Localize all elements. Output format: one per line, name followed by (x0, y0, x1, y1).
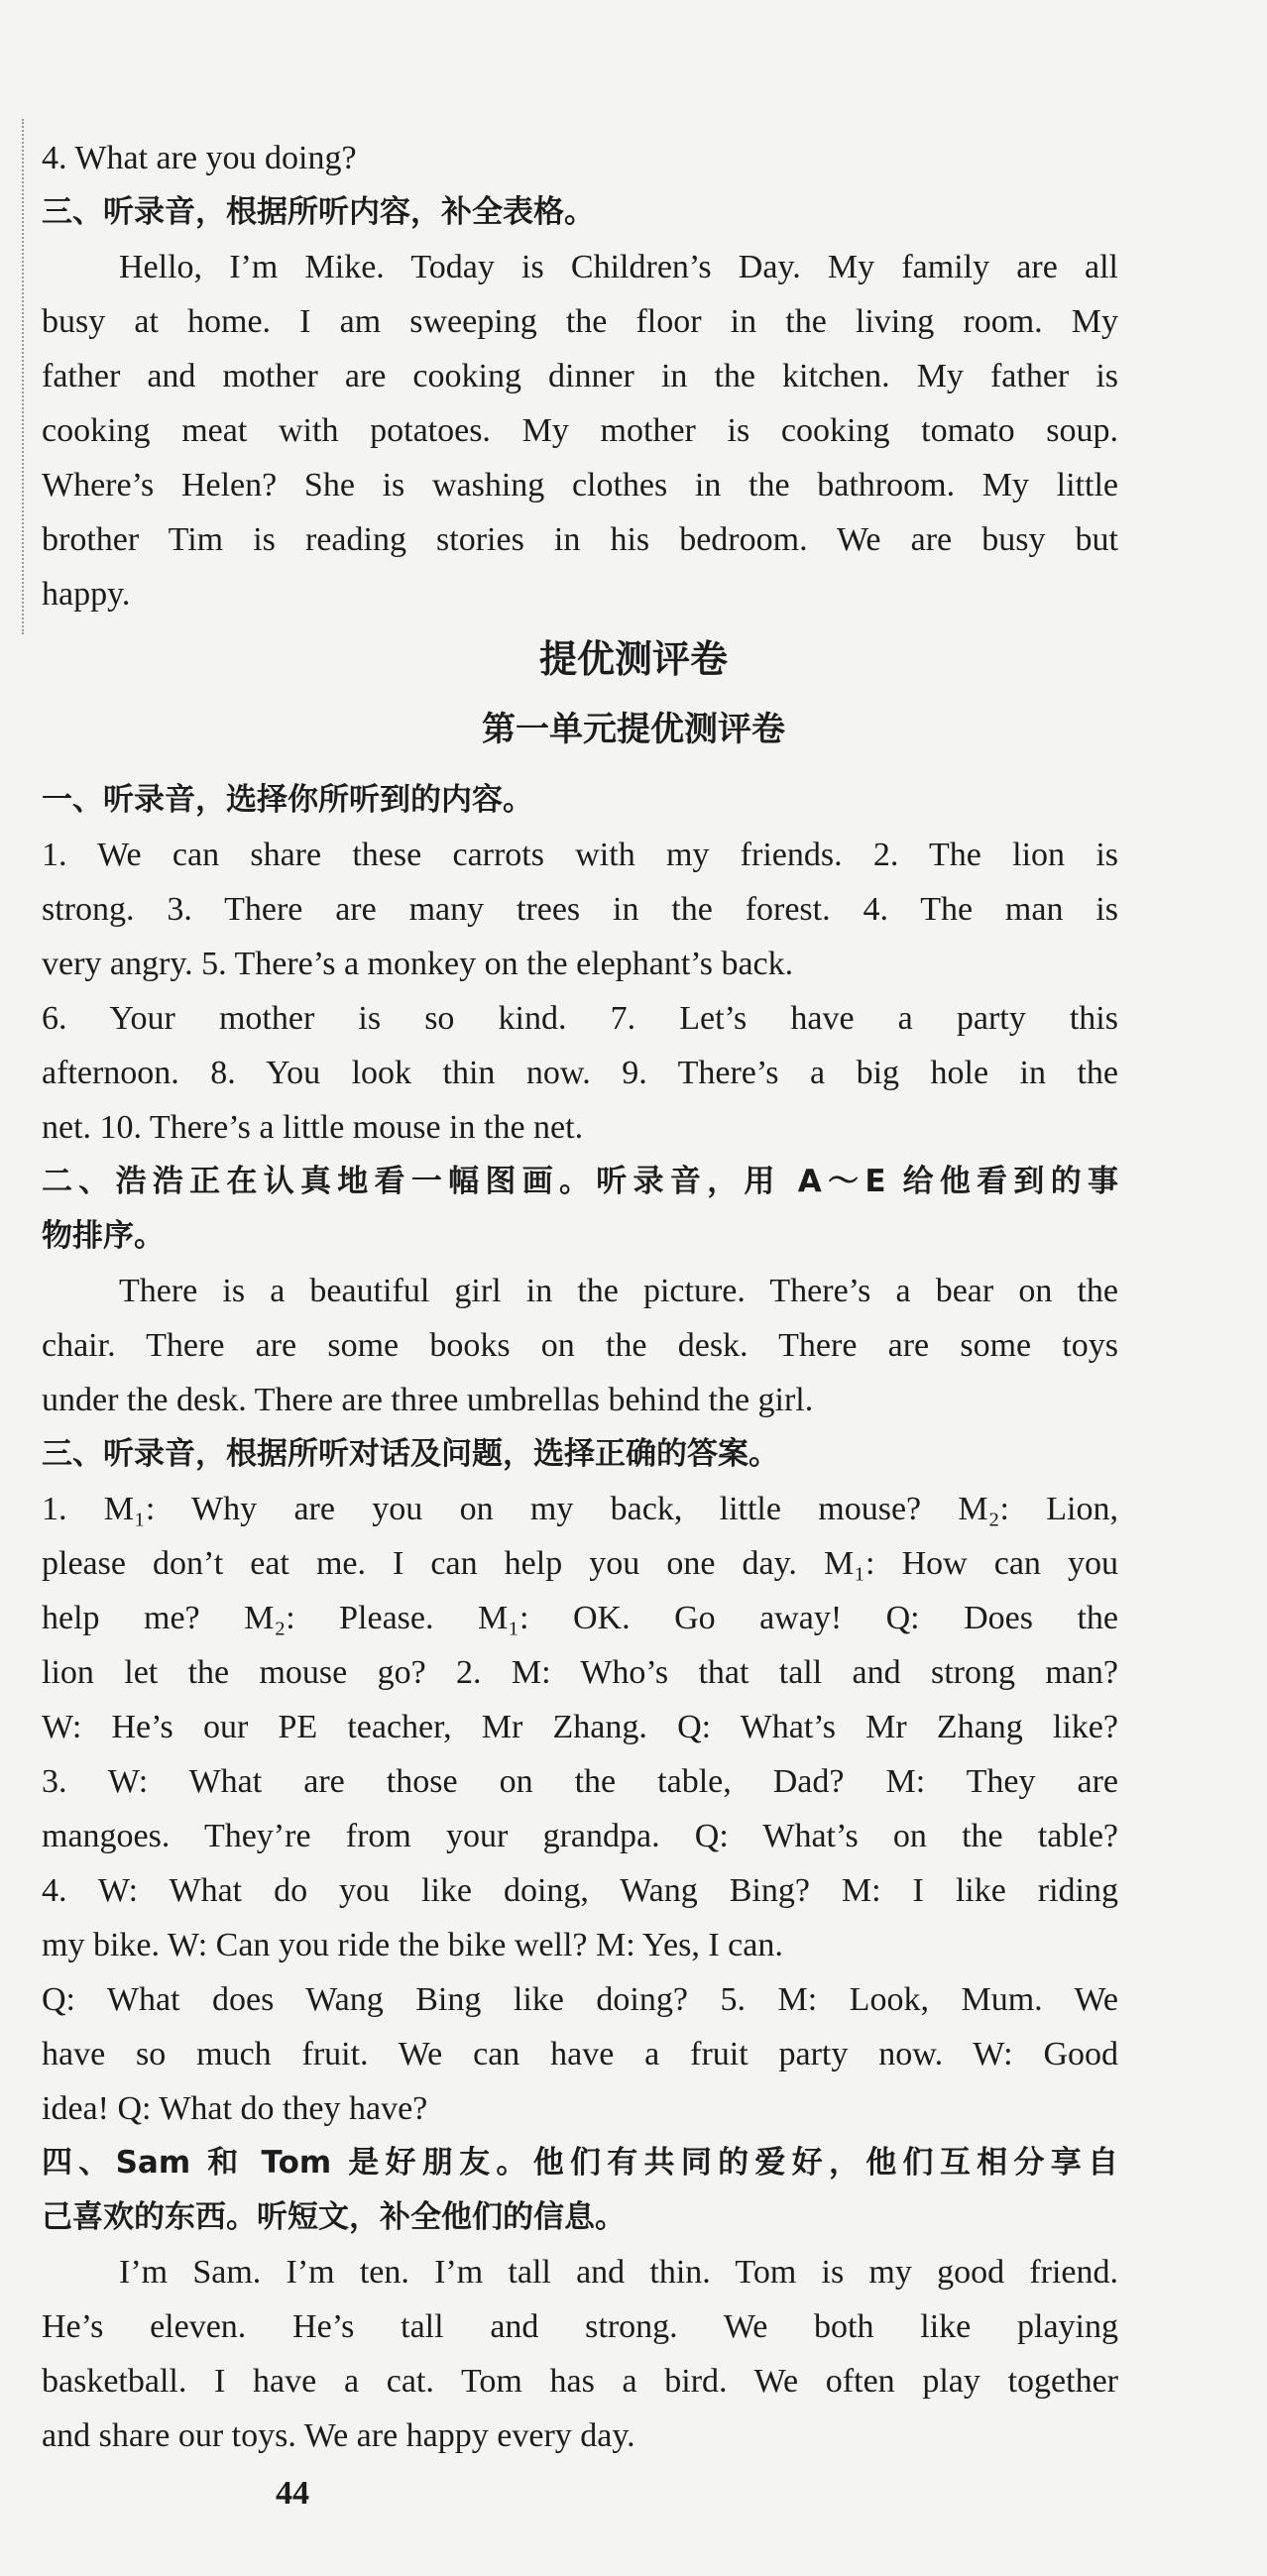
text-line: cooking meat with potatoes. My mother is cooking tomato soup. (42, 412, 1118, 449)
text-line: Q: What does Wang Bing like doing? 5. M: Look, Mum. We (42, 1981, 1118, 2018)
text-line: 4. W: What do you like doing, Wang Bing? M: I like riding (42, 1872, 1118, 1909)
page-title: 提优测评卷 (538, 637, 728, 681)
text-line: and share our toys. We are happy every day. (42, 2417, 635, 2454)
text-line: 3. W: What are those on the table, Dad? M: They are (42, 1763, 1118, 1800)
text-line: net. 10. There’s a little mouse in the net. (42, 1109, 584, 1146)
section-heading: 四、Sam 和 Tom 是好朋友。他们有共同的爱好，他们互相分享自 (42, 2145, 1118, 2181)
text-line: lion let the mouse go? 2. M: Who’s that tall and strong man? (42, 1654, 1118, 1691)
text-line: 4. What are you doing? (42, 140, 357, 176)
text-line: Where’s Helen? She is washing clothes in the bathroom. My little (42, 467, 1118, 504)
text-line: He’s eleven. He’s tall and strong. We both like playing (42, 2308, 1118, 2345)
text-line: I’m Sam. I’m ten. I’m tall and thin. Tom is my good friend. (119, 2254, 1118, 2291)
section-heading: 三、听录音，根据所听内容，补全表格。 (42, 194, 595, 230)
text-line: strong. 3. There are many trees in the forest. 4. The man is (42, 891, 1118, 928)
text-line: Hello, I’m Mike. Today is Children’s Day. My family are all (119, 249, 1118, 285)
section-heading: 三、听录音，根据所听对话及问题，选择正确的答案。 (42, 1436, 779, 1472)
text-line: W: He’s our PE teacher, Mr Zhang. Q: What’s Mr Zhang like? (42, 1709, 1118, 1745)
text-line: very angry. 5. There’s a monkey on the elephant’s back. (42, 946, 794, 982)
text-line: under the desk. There are three umbrellas behind the girl. (42, 1382, 814, 1418)
page-number: 44 (276, 2475, 309, 2512)
text-line: my bike. W: Can you ride the bike well? M: Yes, I can. (42, 1927, 783, 1963)
text-line: brother Tim is reading stories in his bedroom. We are busy but (42, 521, 1118, 558)
section-heading: 一、听录音，选择你所听到的内容。 (42, 782, 533, 818)
text-line: 1. We can share these carrots with my friends. 2. The lion is (42, 837, 1118, 873)
text-line: father and mother are cooking dinner in the kitchen. My father is (42, 358, 1118, 394)
text-line: basketball. I have a cat. Tom has a bird. We often play together (42, 2363, 1118, 2400)
text-line: idea! Q: What do they have? (42, 2090, 428, 2127)
text-line: 1. M₁: Why are you on my back, little mouse? M₂: Lion, (42, 1491, 1118, 1527)
binding-edge (22, 119, 25, 634)
text-line: There is a beautiful girl in the picture. There’s a bear on the (119, 1273, 1118, 1309)
text-line: chair. There are some books on the desk. There are some toys (42, 1327, 1118, 1364)
text-line: 6. Your mother is so kind. 7. Let’s have a party this (42, 1000, 1118, 1037)
section-heading: 物排序。 (42, 1218, 165, 1254)
text-line: busy at home. I am sweeping the floor in the living room. My (42, 303, 1118, 340)
text-line: help me? M₂: Please. M₁: OK. Go away! Q: Does the (42, 1600, 1118, 1636)
unit-title: 第一单元提优测评卷 (482, 710, 785, 749)
text-line: have so much fruit. We can have a fruit party now. W: Good (42, 2036, 1118, 2072)
text-line: mangoes. They’re from your grandpa. Q: What’s on the table? (42, 1818, 1118, 1854)
section-heading: 二、浩浩正在认真地看一幅图画。听录音，用 A～E 给他看到的事 (42, 1164, 1119, 1199)
text-line: afternoon. 8. You look thin now. 9. There’s a big hole in the (42, 1055, 1118, 1091)
text-line: please don’t eat me. I can help you one day. M₁: How can you (42, 1545, 1118, 1582)
text-line: happy. (42, 576, 131, 613)
section-heading: 己喜欢的东西。听短文，补全他们的信息。 (42, 2199, 626, 2235)
